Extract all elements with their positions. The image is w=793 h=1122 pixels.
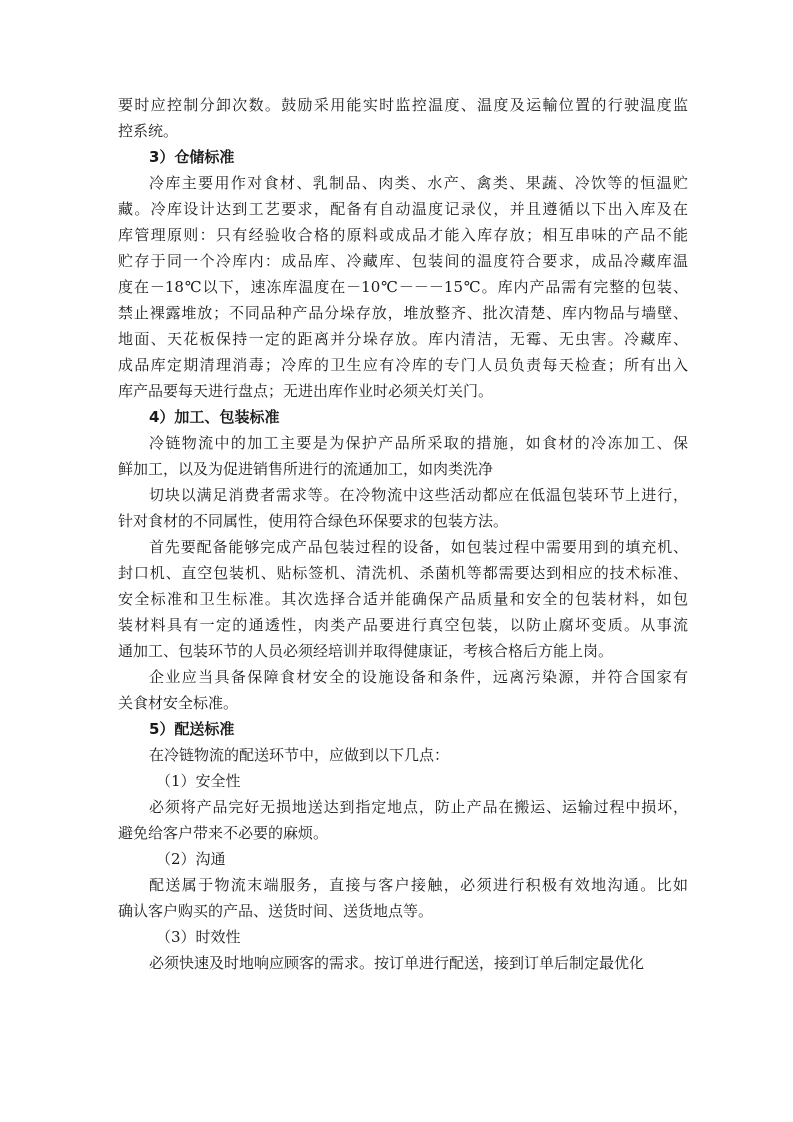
- paragraph-line: 封口机、直空包装机、贴标签机、清洗机、杀菌机等都需要达到相应的技术标准、: [118, 564, 688, 582]
- paragraph-line: 确认客户购买的产品、送货时间、送货地点等。: [118, 902, 434, 920]
- paragraph-line: 装材料具有一定的通透性，肉类产品要进行真空包装，以防止腐坏变质。从事流: [118, 616, 688, 634]
- paragraph: [118, 872, 688, 924]
- paragraph-line: 必须快速及时地响应顾客的需求。按订单进行配送，接到订单后制定最优化: [149, 954, 645, 972]
- paragraph: [118, 170, 688, 404]
- paragraph-line: 成品库定期清理消毒；冷库的卫生应有冷库的专门人员负责每天检查；所有出入: [118, 356, 688, 374]
- paragraph: [118, 534, 688, 664]
- subsection-heading: （1）安全性: [156, 772, 241, 790]
- paragraph-line: 冷链物流中的加工主要是为保护产品所采取的措施，如食材的冷冻加工、保: [149, 434, 688, 452]
- paragraph-line: 鲜加工，以及为促进销售所进行的流通加工，如肉类洗净: [118, 460, 494, 478]
- paragraph-line: 企业应当具备保障食材安全的设施设备和条件，远离污染源，并符合国家有: [149, 668, 688, 686]
- paragraph: [118, 950, 688, 976]
- paragraph-line: 通加工、包装环节的人员必须经培训并取得健康证，考核合格后方能上岗。: [118, 642, 614, 660]
- subsection-heading: （2）沟通: [156, 850, 226, 868]
- paragraph-line: 库管理原则：只有经验收合格的原料或成品才能入库存放；相互串味的产品不能: [118, 226, 688, 244]
- paragraph-line: 地面、天花板保持一定的距离并分垛存放。库内清洁，无霉、无虫害。冷藏库、: [118, 330, 688, 348]
- paragraph-line: 配送属于物流末端服务，直接与客户接触，必须进行积极有效地沟通。比如: [149, 876, 688, 894]
- paragraph-line: 切块以满足消费者需求等。在冷物流中这些活动都应在低温包装环节上进行，: [149, 486, 688, 504]
- paragraph-line: 藏。冷库设计达到工艺要求，配备有自动温度记录仪，并且遵循以下出入库及在: [118, 200, 688, 218]
- paragraph: [118, 794, 688, 846]
- paragraph-line: 首先要配备能够完成产品包装过程的设备，如包装过程中需要用到的填充机、: [149, 538, 688, 556]
- paragraph-line: 避免给客户带来不必要的麻烦。: [118, 824, 329, 842]
- section-heading: 4）加工、包装标准: [149, 408, 280, 426]
- paragraph-line: 针对食材的不同属性，使用符合绿色环保要求的包装方法。: [118, 512, 509, 530]
- paragraph-line: 禁止裸露堆放；不同品种产品分垛存放，堆放整齐、批次清楚、库内物品与墙壁、: [118, 304, 688, 322]
- paragraph: [118, 430, 688, 482]
- document-body: [118, 92, 688, 976]
- paragraph-line: 控系统。: [118, 122, 179, 140]
- paragraph: [118, 664, 688, 716]
- paragraph-line: 度在－18℃以下，速冻库温度在－10℃－－－15℃。库内产品需有完整的包装、: [118, 278, 688, 296]
- subsection-heading: （3）时效性: [156, 928, 241, 946]
- paragraph-line: 关食材安全标准。: [118, 694, 239, 712]
- paragraph: [118, 742, 688, 768]
- section-heading: 3）仓储标准: [149, 148, 235, 166]
- paragraph-line: 贮存于同一个冷库内：成品库、冷藏库、包装间的温度符合要求，成品冷藏库温: [118, 252, 688, 270]
- paragraph-line: 在冷链物流的配送环节中，应做到以下几点：: [149, 746, 450, 764]
- paragraph: [118, 92, 688, 144]
- paragraph-line: 安全标准和卫生标准。其次选择合适并能确保产品质量和安全的包装材料，如包: [118, 590, 688, 608]
- paragraph-line: 必须将产品完好无损地送达到指定地点，防止产品在搬运、运输过程中损坏，: [149, 798, 688, 816]
- paragraph-line: 要时应控制分卸次数。鼓励采用能实时监控温度、温度及运輸位置的行驶温度监: [118, 96, 688, 114]
- paragraph-line: 库产品要每天进行盘点；无进出库作业时必须关灯关门。: [118, 382, 494, 400]
- paragraph: [118, 482, 688, 534]
- section-heading: 5）配送标准: [149, 720, 235, 738]
- paragraph-line: 冷库主要用作对食材、乳制品、肉类、水产、禽类、果蔬、冷饮等的恒温贮: [149, 174, 688, 192]
